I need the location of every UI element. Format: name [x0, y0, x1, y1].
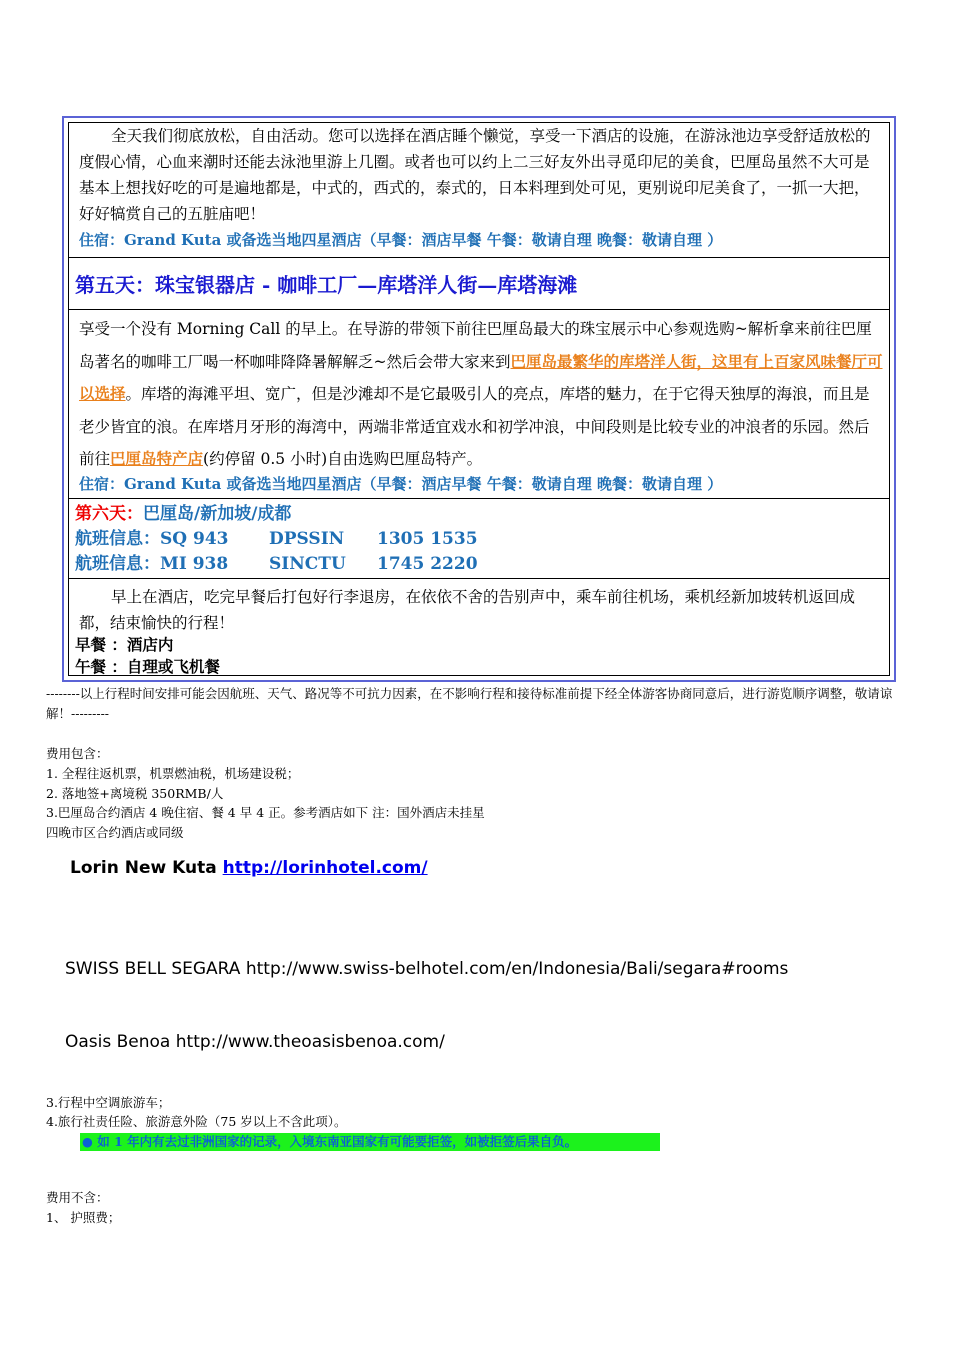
- day6-paragraph: 早上在酒店，吃完早餐后打包好行李退房，在依依不舍的告别声中，乘车前往机场，乘机经新加坡转机返回成都，结束愉快的行程！: [79, 588, 856, 632]
- day6-header: [69, 498, 889, 579]
- visa-warning-text: ● 如 1 年内有去过非洲国家的记录，入境东南亚国家有可能要拒签，如被拒签后果自负。: [82, 1134, 578, 1149]
- day5-paragraph: [79, 313, 883, 476]
- hotel-swiss: SWISS BELL SEGARA http://www.swiss-belhotel.com/en/Indonesia/Bali/segara#rooms: [65, 959, 789, 979]
- included-item: 4.旅行社责任险、旅游意外险（75 岁以上不含此项）。: [46, 1114, 347, 1129]
- highlight-specialty-store: 巴厘岛特产店: [110, 449, 204, 468]
- excluded-heading: 费用不含：: [46, 1190, 109, 1205]
- breakfast-info: 早餐 ：酒店内: [75, 635, 174, 654]
- hotel-oasis: Oasis Benoa http://www.theoasisbenoa.com/: [65, 1032, 445, 1052]
- flight-row: [75, 527, 478, 552]
- included-item: 1. 全程往返机票，机票燃油税，机场建设税；: [46, 766, 300, 781]
- day5-title: 第五天：珠宝银器店 - 咖啡工厂—库塔洋人街—库塔海滩: [75, 273, 578, 297]
- day4-section: [69, 123, 889, 258]
- day6-title-route: 巴厘岛/新加坡/成都: [143, 504, 292, 524]
- day5-section: [69, 309, 889, 499]
- itinerary-table: [62, 116, 896, 682]
- flight-time: 1745 2220: [377, 554, 478, 574]
- day6-title-prefix: 第六天：: [75, 504, 143, 524]
- day6-title: [75, 502, 291, 527]
- included-item: 四晚市区合约酒店或同级: [46, 825, 184, 840]
- day5-lodging: 住宿：Grand Kuta 或备选当地四星酒店（早餐：酒店早餐 午餐：敬请自理 晚餐：敬请自理 ）: [79, 475, 723, 493]
- lunch-info: 午餐 ：自理或飞机餐: [75, 657, 220, 676]
- flight-time: 1305 1535: [377, 529, 478, 549]
- included-heading: 费用包含：: [46, 746, 109, 761]
- flight-label: 航班信息：MI 938: [75, 554, 229, 574]
- included-item: 2. 落地签+离境税 350RMB/人: [46, 786, 224, 801]
- flight-route: DPSSIN: [269, 529, 345, 549]
- hotel-lorin-name: Lorin New Kuta: [70, 858, 223, 878]
- hotel-lorin-link[interactable]: http://lorinhotel.com/: [222, 858, 428, 878]
- day5-text-b: 。库塔的海滩平坦、宽广，但是沙滩却不是它最吸引人的亮点，库塔的魅力，在于它得天独厚的海浪，而且是老少皆宜的浪。在库塔月牙形的海湾中，两端非常适宜戏水和初学冲浪，中间段则是比较专业的冲浪者的乐园。然后前往: [79, 385, 870, 468]
- hotel-lorin: [70, 858, 428, 878]
- visa-warning: [80, 1133, 660, 1151]
- flight-row: [75, 552, 478, 577]
- day5-text-c: (约停留 0.5 小时)自由选购巴厘岛特产。: [203, 450, 483, 468]
- day4-paragraph: 全天我们彻底放松，自由活动。您可以选择在酒店睡个懒觉，享受一下酒店的设施，在游泳池边享受舒适放松的度假心情，心血来潮时还能去泳池里游上几圈。或者也可以约上二三好友外出寻觅印尼的美食，巴厘岛虽然不大可是基本上想找好吃的可是遍地都是，中式的，西式的，泰式的，日本料理到处可见，更别说印尼美食了，一抓一大把，好好犒赏自己的五脏庙吧！: [79, 127, 871, 223]
- flight-label: 航班信息：SQ 943: [75, 529, 229, 549]
- excluded-item: 1、 护照费；: [46, 1210, 121, 1225]
- day4-lodging: 住宿：Grand Kuta 或备选当地四星酒店（早餐：酒店早餐 午餐：敬请自理 晚餐：敬请自理 ）: [79, 231, 723, 249]
- included-item: 3.巴厘岛合约酒店 4 晚住宿、餐 4 早 4 正。参考酒店如下 注：国外酒店未挂星: [46, 805, 485, 820]
- day6-section: [69, 578, 889, 679]
- disclaimer: --------以上行程时间安排可能会因航班、天气、路况等不可抗力因素，在不影响行程和接待标准前提下经全体游客协商同意后，进行游览顺序调整，敬请谅解！---------: [46, 686, 893, 721]
- day5-text-a: 享受一个没有 Morning Call 的早上。在导游的带领下前往巴厘岛最大的珠宝展示中心参观选购~解析拿来前往巴厘岛著名的咖啡工厂喝一杯咖啡降降暑解解乏~然后会带大家来到: [79, 320, 872, 371]
- flight-route: SINCTU: [269, 554, 346, 574]
- itinerary-table-inner: [68, 122, 890, 676]
- highlight-kuta-street: 巴厘岛最繁华的库塔洋人街，这里有上百家风味餐厅可以选择: [79, 351, 883, 403]
- day5-title-row: [69, 257, 889, 310]
- included-item: 3.行程中空调旅游车；: [46, 1095, 171, 1110]
